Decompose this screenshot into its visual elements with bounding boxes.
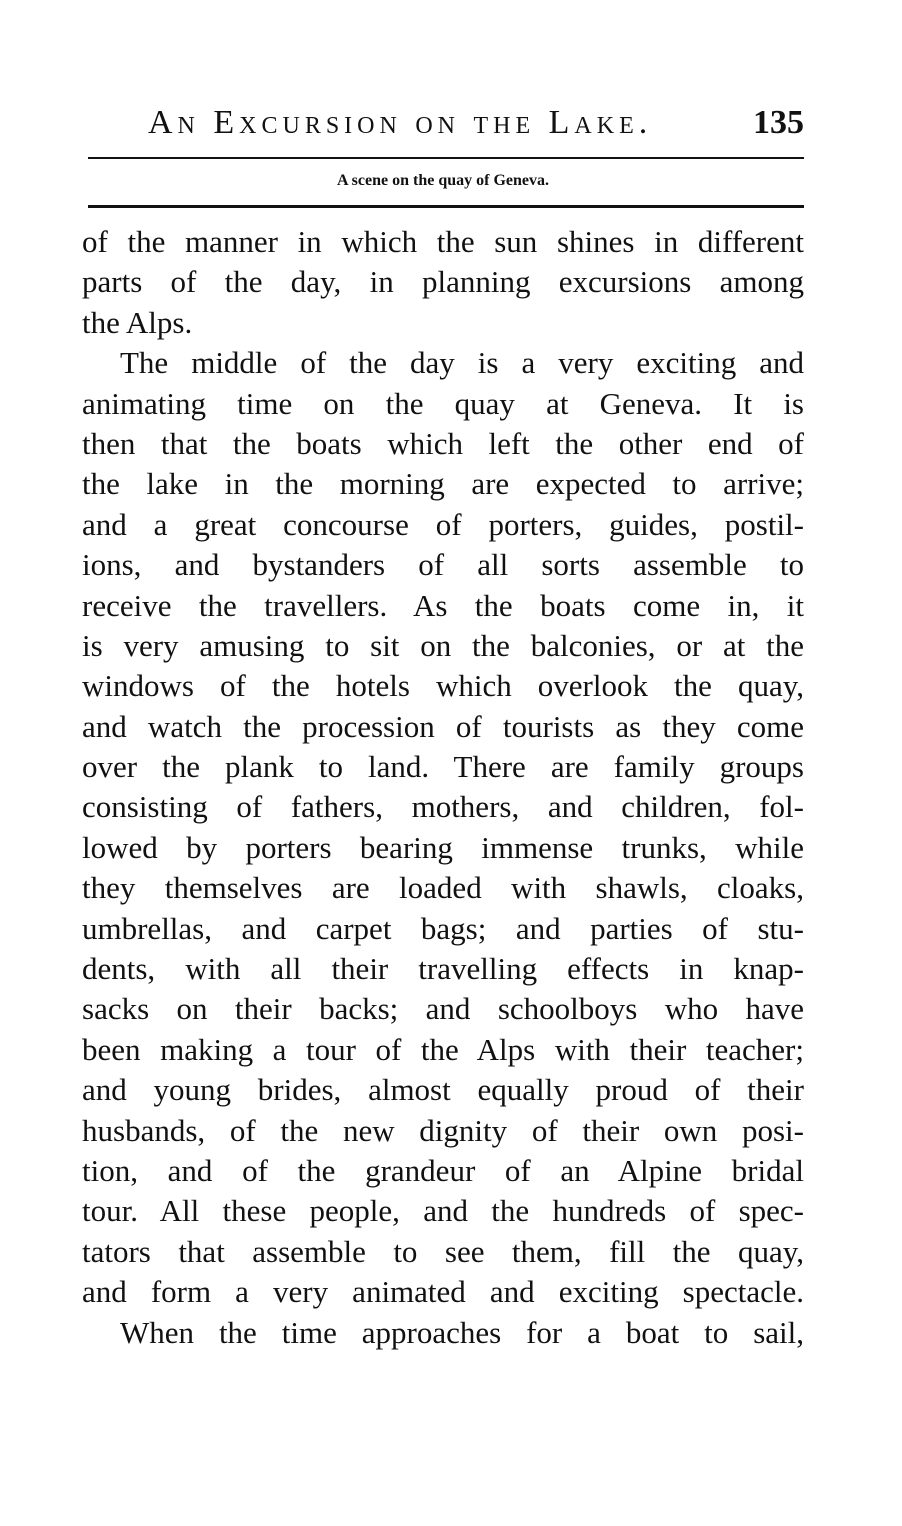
- text-line: sacks on their backs; and schoolboys who have: [82, 991, 804, 1027]
- text-line: umbrellas, and carpet bags; and parties of stu-: [82, 910, 804, 946]
- paragraph-first-line: When the time approaches for a boat to sail,: [120, 1314, 804, 1350]
- text-line: over the plank to land. There are family groups: [82, 749, 804, 785]
- text-line: been making a tour of the Alps with their teacher;: [82, 1031, 804, 1067]
- running-title: An Excursion on the Lake.: [148, 104, 653, 141]
- text-line: tion, and of the grandeur of an Alpine bridal: [82, 1152, 804, 1188]
- body-text: [82, 222, 804, 1353]
- paragraph-first-line: The middle of the day is a very exciting and: [120, 345, 804, 381]
- book-page: [82, 0, 804, 1526]
- text-line: lowed by porters bearing immense trunks, while: [82, 829, 804, 865]
- text-line: is very amusing to sit on the balconies, or at the: [82, 627, 804, 663]
- text-line: tators that assemble to see them, fill the quay,: [82, 1233, 804, 1269]
- text-line: of the manner in which the sun shines in different: [82, 224, 804, 259]
- text-line: husbands, of the new dignity of their own posi-: [82, 1112, 804, 1148]
- text-line: the Alps.: [82, 304, 193, 340]
- text-line: and watch the procession of tourists as they come: [82, 708, 804, 744]
- text-line: dents, with all their travelling effects in knap-: [82, 951, 804, 987]
- text-line: ions, and bystanders of all sorts assemble to: [82, 547, 804, 583]
- text-line: they themselves are loaded with shawls, cloaks,: [82, 870, 804, 906]
- illustration-caption: A scene on the quay of Geneva.: [337, 172, 549, 189]
- text-line: and young brides, almost equally proud of their: [82, 1072, 804, 1108]
- header-rule-bottom: [88, 205, 804, 208]
- text-line: receive the travellers. As the boats come in, it: [82, 587, 804, 623]
- running-head: [82, 104, 804, 144]
- text-line: animating time on the quay at Geneva. It is: [82, 385, 804, 421]
- text-line: windows of the hotels which overlook the quay,: [82, 668, 804, 704]
- text-line: parts of the day, in planning excursions among: [82, 264, 804, 300]
- text-line: then that the boats which left the other end of: [82, 425, 804, 461]
- text-line: consisting of fathers, mothers, and children, fol-: [82, 789, 804, 825]
- text-line: the lake in the morning are expected to arrive;: [82, 466, 804, 502]
- header-rule-top: [88, 157, 804, 159]
- page-number: 135: [753, 104, 804, 141]
- text-line: tour. All these people, and the hundreds of spec-: [82, 1193, 804, 1229]
- text-line: and a great concourse of porters, guides, postil-: [82, 506, 804, 542]
- text-line: and form a very animated and exciting spectacle.: [82, 1274, 804, 1310]
